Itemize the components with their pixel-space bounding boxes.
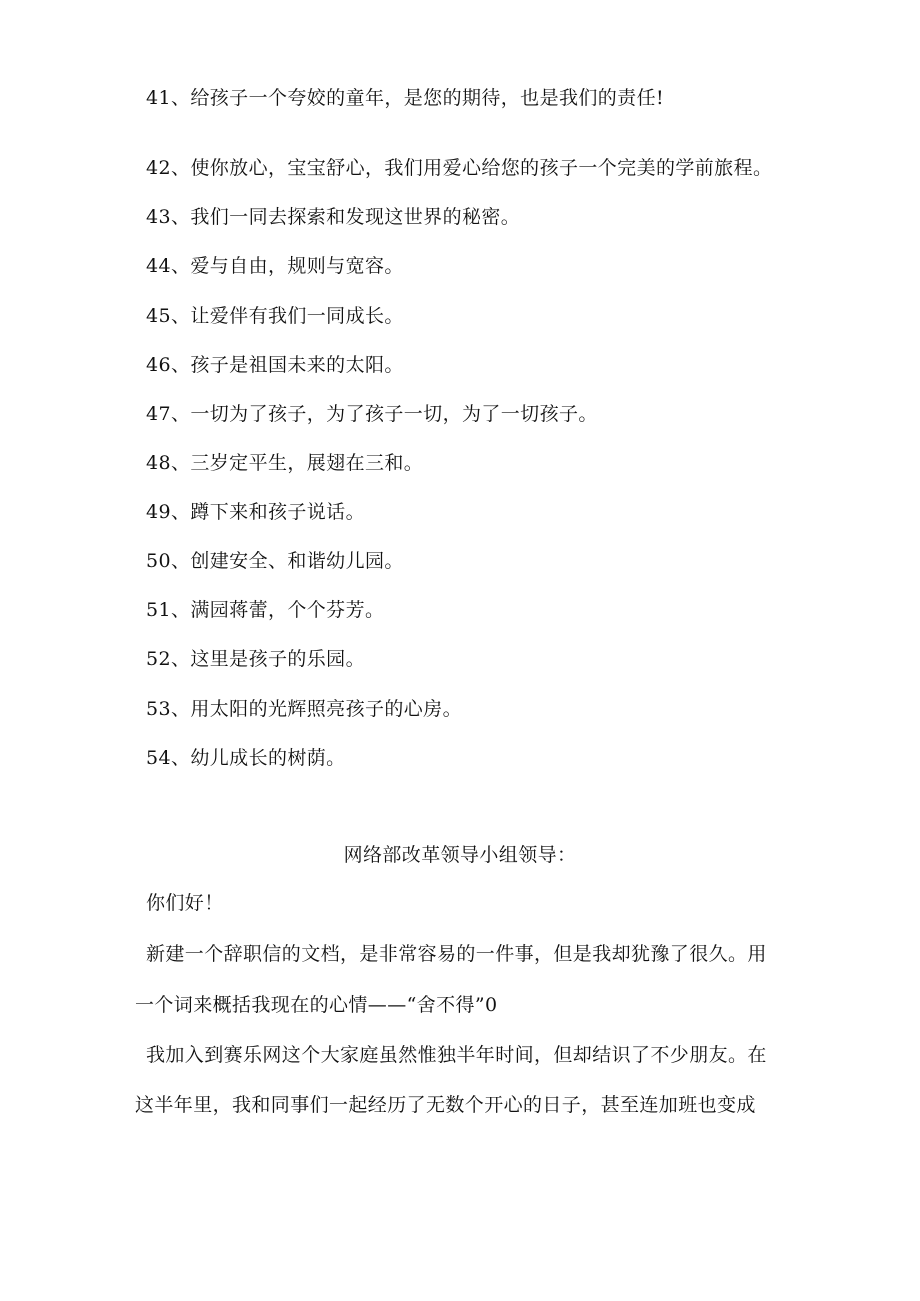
slogan-item-42: 42、使你放心，宝宝舒心，我们用爱心给您的孩子一个完美的学前旅程。	[146, 157, 773, 179]
letter-greeting: 你们好！	[146, 892, 224, 914]
slogan-item-52: 52、这里是孩子的乐园。	[146, 648, 365, 670]
slogan-item-51: 51、满园蒋蕾，个个芬芳。	[146, 599, 385, 621]
letter-paragraph-line: 新建一个辞职信的文档，是非常容易的一件事，但是我却犹豫了很久。用	[146, 943, 767, 965]
slogan-item-48: 48、三岁定平生，展翅在三和。	[146, 452, 424, 474]
slogan-item-43: 43、我们一同去探索和发现这世界的秘密。	[146, 206, 521, 228]
slogan-item-41: 41、给孩子一个夸姣的童年，是您的期待，也是我们的责任!	[146, 87, 665, 109]
letter-paragraph-line: 我加入到赛乐网这个大家庭虽然惟独半年时间，但却结识了不少朋友。在	[146, 1044, 767, 1066]
slogan-item-49: 49、蹲下来和孩子说话。	[146, 501, 365, 523]
letter-title: 网络部改革领导小组领导：	[343, 844, 577, 866]
slogan-item-46: 46、孩子是祖国未来的太阳。	[146, 354, 404, 376]
slogan-item-47: 47、一切为了孩子，为了孩子一切，为了一切孩子。	[146, 403, 598, 425]
slogan-item-50: 50、创建安全、和谐幼儿园。	[146, 550, 404, 572]
slogan-item-54: 54、幼儿成长的树荫。	[146, 747, 346, 769]
letter-paragraph-line: 这半年里，我和同事们一起经历了无数个开心的日子，甚至连加班也变成	[135, 1094, 756, 1116]
slogan-item-44: 44、爱与自由，规则与宽容。	[146, 255, 404, 277]
slogan-item-45: 45、让爱伴有我们一同成长。	[146, 305, 404, 327]
slogan-item-53: 53、用太阳的光辉照亮孩子的心房。	[146, 698, 462, 720]
letter-paragraph-line: 一个词来概括我现在的心情——“舍不得”0	[135, 994, 498, 1016]
